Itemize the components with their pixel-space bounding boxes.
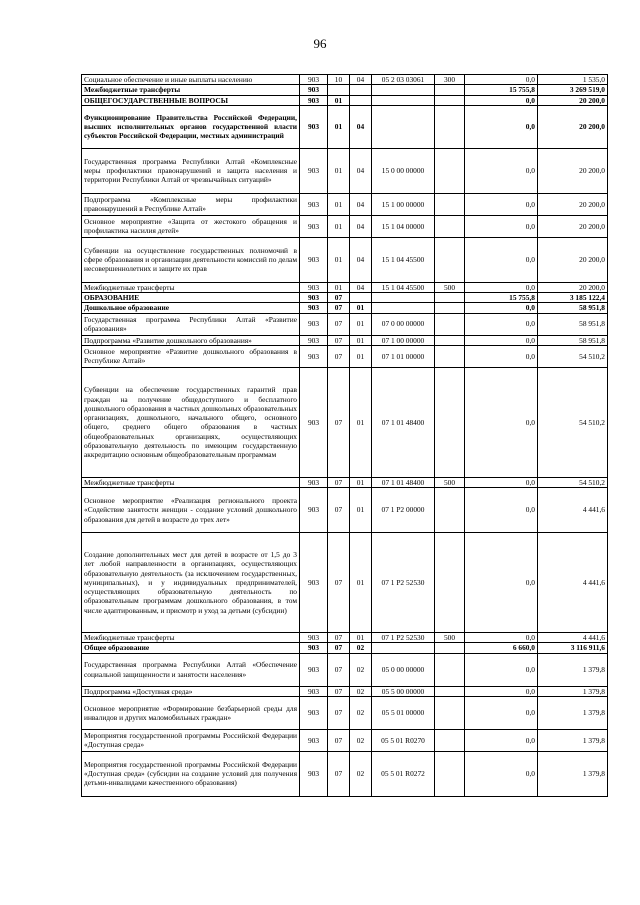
table-row [82, 282, 608, 292]
cell-name: Государственная программа Республики Алтай «Развитие образования» [82, 313, 300, 335]
cell-expense-type [435, 643, 465, 653]
table-row [82, 477, 608, 487]
table-row [82, 488, 608, 533]
cell-amount-2: 20 200,0 [538, 105, 608, 148]
table-row [82, 75, 608, 85]
table-row [82, 105, 608, 148]
cell-name: Подпрограмма «Развитие дошкольного образования» [82, 335, 300, 345]
cell-amount-1: 0,0 [465, 215, 538, 237]
cell-target-article: 05 0 00 00000 [372, 653, 435, 686]
cell-subsection: 01 [350, 488, 372, 533]
cell-subsection: 04 [350, 148, 372, 193]
cell-ministry-code: 903 [300, 729, 328, 751]
cell-section: 07 [328, 303, 350, 313]
cell-expense-type [435, 335, 465, 345]
cell-expense-type [435, 303, 465, 313]
table-row [82, 95, 608, 105]
cell-target-article [372, 95, 435, 105]
cell-amount-1: 0,0 [465, 533, 538, 633]
cell-amount-1: 0,0 [465, 345, 538, 367]
cell-amount-2: 54 510,2 [538, 345, 608, 367]
table-row [82, 313, 608, 335]
table-row [82, 237, 608, 282]
cell-subsection: 04 [350, 282, 372, 292]
cell-amount-1: 0,0 [465, 686, 538, 696]
cell-amount-2: 4 441,6 [538, 488, 608, 533]
budget-table [81, 74, 608, 797]
cell-section: 01 [328, 95, 350, 105]
cell-amount-1: 0,0 [465, 633, 538, 643]
cell-subsection: 02 [350, 729, 372, 751]
cell-name: Основное мероприятие «Реализация регионального проекта «Содействие занятости женщин - создание условий дошкольного образования для детей в возрасте до трех лет» [82, 488, 300, 533]
cell-subsection: 02 [350, 696, 372, 729]
cell-amount-1: 0,0 [465, 729, 538, 751]
cell-amount-2: 1 379,8 [538, 751, 608, 796]
cell-target-article: 15 1 04 00000 [372, 215, 435, 237]
cell-target-article: 07 1 P2 52530 [372, 633, 435, 643]
cell-amount-2: 20 200,0 [538, 193, 608, 215]
cell-subsection: 04 [350, 105, 372, 148]
cell-section: 07 [328, 643, 350, 653]
cell-amount-1: 0,0 [465, 313, 538, 335]
cell-ministry-code: 903 [300, 215, 328, 237]
cell-amount-2: 58 951,8 [538, 303, 608, 313]
cell-amount-2: 1 535,0 [538, 75, 608, 85]
cell-target-article: 05 5 01 00000 [372, 696, 435, 729]
cell-name: Основное мероприятие «Защита от жестокого обращения и профилактика насилия детей» [82, 215, 300, 237]
cell-amount-2: 20 200,0 [538, 237, 608, 282]
cell-section: 07 [328, 633, 350, 643]
cell-section: 07 [328, 488, 350, 533]
cell-expense-type [435, 193, 465, 215]
cell-subsection: 02 [350, 653, 372, 686]
cell-expense-type: 300 [435, 75, 465, 85]
table-row [82, 751, 608, 796]
cell-section: 07 [328, 751, 350, 796]
cell-target-article: 05 5 01 R0270 [372, 729, 435, 751]
cell-amount-1: 0,0 [465, 751, 538, 796]
cell-amount-1: 0,0 [465, 237, 538, 282]
cell-amount-2: 4 441,6 [538, 533, 608, 633]
cell-expense-type [435, 751, 465, 796]
cell-name: Межбюджетные трансферты [82, 282, 300, 292]
cell-section: 07 [328, 367, 350, 477]
cell-target-article: 07 1 01 00000 [372, 345, 435, 367]
cell-name: Мероприятия государственной программы Российской Федерации «Доступная среда» (субсидии на создание условий для получения детьми-инвалидами качественного образования) [82, 751, 300, 796]
cell-ministry-code: 903 [300, 313, 328, 335]
cell-ministry-code: 903 [300, 367, 328, 477]
cell-name: Межбюджетные трансферты [82, 85, 300, 95]
cell-expense-type [435, 653, 465, 686]
cell-expense-type [435, 696, 465, 729]
cell-expense-type [435, 293, 465, 303]
cell-name: Государственная программа Республики Алтай «Комплексные меры профилактики правонарушений и защита населения и территории Республики Алтай от чрезвычайных ситуаций» [82, 148, 300, 193]
cell-ministry-code: 903 [300, 488, 328, 533]
cell-section: 01 [328, 282, 350, 292]
table-row [82, 293, 608, 303]
cell-section: 01 [328, 105, 350, 148]
cell-amount-2: 20 200,0 [538, 282, 608, 292]
cell-ministry-code: 903 [300, 75, 328, 85]
cell-ministry-code: 903 [300, 282, 328, 292]
cell-section [328, 85, 350, 95]
cell-subsection: 01 [350, 313, 372, 335]
cell-expense-type: 500 [435, 282, 465, 292]
table-row [82, 653, 608, 686]
cell-section: 07 [328, 533, 350, 633]
cell-ministry-code: 903 [300, 105, 328, 148]
cell-subsection: 01 [350, 303, 372, 313]
table-row [82, 215, 608, 237]
cell-amount-1: 0,0 [465, 105, 538, 148]
cell-ministry-code: 903 [300, 148, 328, 193]
cell-ministry-code: 903 [300, 643, 328, 653]
cell-name: Межбюджетные трансферты [82, 633, 300, 643]
cell-target-article: 05 2 03 03061 [372, 75, 435, 85]
cell-name: Межбюджетные трансферты [82, 477, 300, 487]
table-row [82, 729, 608, 751]
cell-amount-2: 1 379,8 [538, 696, 608, 729]
cell-amount-1: 0,0 [465, 75, 538, 85]
cell-amount-1: 0,0 [465, 95, 538, 105]
table-row [82, 345, 608, 367]
cell-subsection: 01 [350, 367, 372, 477]
cell-subsection: 01 [350, 345, 372, 367]
cell-target-article: 05 5 00 00000 [372, 686, 435, 696]
cell-amount-1: 0,0 [465, 335, 538, 345]
cell-name: Подпрограмма «Доступная среда» [82, 686, 300, 696]
table-row [82, 303, 608, 313]
cell-name: Подпрограмма «Комплексные меры профилактики правонарушений в Республике Алтай» [82, 193, 300, 215]
cell-expense-type: 500 [435, 633, 465, 643]
cell-name: Государственная программа Республики Алтай «Обеспечение социальной защищенности и занятости населения» [82, 653, 300, 686]
cell-amount-2: 20 200,0 [538, 148, 608, 193]
cell-section: 07 [328, 293, 350, 303]
cell-amount-2: 20 200,0 [538, 95, 608, 105]
cell-amount-2: 3 185 122,4 [538, 293, 608, 303]
cell-name: ОБЩЕГОСУДАРСТВЕННЫЕ ВОПРОСЫ [82, 95, 300, 105]
cell-amount-1: 15 755,8 [465, 293, 538, 303]
cell-subsection [350, 85, 372, 95]
cell-name: Создание дополнительных мест для детей в возрасте от 1,5 до 3 лет любой направленности в организациях, осуществляющих образовательную деятельность (за исключением государственных, муниципальных), и у индивидуальных предпринимателей, осуществляющих образовательную деятельность по образовательным программам дошкольного образования, в том числе адаптированным, и присмотр и уход за детьми (субсидии) [82, 533, 300, 633]
cell-subsection [350, 293, 372, 303]
cell-amount-2: 20 200,0 [538, 215, 608, 237]
cell-target-article: 07 1 P2 00000 [372, 488, 435, 533]
cell-expense-type [435, 85, 465, 95]
cell-ministry-code: 903 [300, 303, 328, 313]
cell-subsection: 01 [350, 633, 372, 643]
cell-amount-2: 58 951,8 [538, 313, 608, 335]
table-body [82, 75, 608, 797]
cell-ministry-code: 903 [300, 335, 328, 345]
cell-name: Субвенции на обеспечение государственных гарантий прав граждан на получение общедоступного и бесплатного дошкольного образования в частных дошкольных образовательных организациях, дошкольного, начального общего, основного общего, среднего общего образования в частных общеобразовательных организациях, осуществляющих образовательную деятельность по имеющим государственную аккредитацию основным общеобразовательным программам [82, 367, 300, 477]
cell-amount-2: 3 269 519,0 [538, 85, 608, 95]
cell-target-article: 07 0 00 00000 [372, 313, 435, 335]
cell-ministry-code: 903 [300, 533, 328, 633]
cell-amount-1: 6 660,0 [465, 643, 538, 653]
cell-ministry-code: 903 [300, 653, 328, 686]
cell-expense-type [435, 345, 465, 367]
cell-target-article: 07 1 01 48400 [372, 477, 435, 487]
cell-subsection: 01 [350, 477, 372, 487]
cell-amount-2: 1 379,8 [538, 653, 608, 686]
cell-target-article [372, 643, 435, 653]
table-row [82, 193, 608, 215]
cell-amount-2: 1 379,8 [538, 686, 608, 696]
cell-target-article: 15 1 00 00000 [372, 193, 435, 215]
cell-target-article: 07 1 00 00000 [372, 335, 435, 345]
table-row [82, 643, 608, 653]
cell-amount-1: 0,0 [465, 488, 538, 533]
cell-target-article: 05 5 01 R0272 [372, 751, 435, 796]
table-row [82, 148, 608, 193]
cell-subsection: 04 [350, 75, 372, 85]
cell-target-article [372, 85, 435, 95]
cell-section: 07 [328, 686, 350, 696]
cell-name: Субвенции на осуществление государственных полномочий в сфере образования и организации деятельности комиссий по делам несовершеннолетних и защите их прав [82, 237, 300, 282]
cell-amount-1: 15 755,8 [465, 85, 538, 95]
cell-section: 07 [328, 313, 350, 335]
cell-subsection: 02 [350, 643, 372, 653]
cell-amount-1: 0,0 [465, 477, 538, 487]
table-row [82, 686, 608, 696]
table-row [82, 335, 608, 345]
cell-amount-1: 0,0 [465, 367, 538, 477]
cell-subsection: 01 [350, 533, 372, 633]
cell-subsection: 01 [350, 335, 372, 345]
cell-expense-type: 500 [435, 477, 465, 487]
cell-section: 01 [328, 215, 350, 237]
cell-section: 01 [328, 148, 350, 193]
cell-ministry-code: 903 [300, 345, 328, 367]
table-row [82, 367, 608, 477]
cell-ministry-code: 903 [300, 193, 328, 215]
cell-amount-1: 0,0 [465, 653, 538, 686]
cell-ministry-code: 903 [300, 293, 328, 303]
cell-ministry-code: 903 [300, 686, 328, 696]
cell-section: 07 [328, 345, 350, 367]
cell-subsection: 02 [350, 686, 372, 696]
cell-name: Общее образование [82, 643, 300, 653]
cell-expense-type [435, 237, 465, 282]
cell-section: 07 [328, 729, 350, 751]
cell-ministry-code: 903 [300, 477, 328, 487]
cell-subsection: 02 [350, 751, 372, 796]
cell-expense-type [435, 729, 465, 751]
cell-ministry-code: 903 [300, 751, 328, 796]
cell-section: 01 [328, 237, 350, 282]
cell-subsection: 04 [350, 237, 372, 282]
cell-target-article: 15 1 04 45500 [372, 282, 435, 292]
cell-name: Социальное обеспечение и иные выплаты населению [82, 75, 300, 85]
cell-subsection [350, 95, 372, 105]
cell-subsection: 04 [350, 193, 372, 215]
cell-name: Мероприятия государственной программы Российской Федерации «Доступная среда» [82, 729, 300, 751]
cell-amount-2: 54 510,2 [538, 367, 608, 477]
cell-ministry-code: 903 [300, 85, 328, 95]
cell-ministry-code: 903 [300, 95, 328, 105]
cell-amount-2: 1 379,8 [538, 729, 608, 751]
cell-section: 10 [328, 75, 350, 85]
cell-target-article [372, 293, 435, 303]
cell-expense-type [435, 148, 465, 193]
cell-amount-2: 58 951,8 [538, 335, 608, 345]
cell-expense-type [435, 533, 465, 633]
cell-ministry-code: 903 [300, 696, 328, 729]
table-row [82, 633, 608, 643]
cell-expense-type [435, 686, 465, 696]
table-row [82, 85, 608, 95]
table-row [82, 533, 608, 633]
cell-amount-1: 0,0 [465, 148, 538, 193]
cell-section: 07 [328, 477, 350, 487]
cell-expense-type [435, 105, 465, 148]
cell-expense-type [435, 95, 465, 105]
cell-amount-2: 4 441,6 [538, 633, 608, 643]
cell-target-article [372, 303, 435, 313]
cell-target-article: 07 1 P2 52530 [372, 533, 435, 633]
cell-target-article: 15 1 04 45500 [372, 237, 435, 282]
cell-amount-2: 3 116 911,6 [538, 643, 608, 653]
cell-expense-type [435, 313, 465, 335]
cell-amount-1: 0,0 [465, 282, 538, 292]
cell-target-article: 15 0 00 00000 [372, 148, 435, 193]
cell-name: Дошкольное образование [82, 303, 300, 313]
page-number: 96 [313, 36, 327, 51]
cell-name: Основное мероприятие «Формирование безбарьерной среды для инвалидов и других маломобильных граждан» [82, 696, 300, 729]
cell-amount-1: 0,0 [465, 696, 538, 729]
cell-section: 07 [328, 696, 350, 729]
cell-ministry-code: 903 [300, 633, 328, 643]
cell-amount-1: 0,0 [465, 193, 538, 215]
cell-section: 07 [328, 653, 350, 686]
table-row [82, 696, 608, 729]
cell-target-article [372, 105, 435, 148]
cell-name: Основное мероприятие «Развитие дошкольного образования в Республике Алтай» [82, 345, 300, 367]
cell-section: 01 [328, 193, 350, 215]
cell-amount-2: 54 510,2 [538, 477, 608, 487]
cell-subsection: 04 [350, 215, 372, 237]
cell-expense-type [435, 215, 465, 237]
cell-name: Функционирование Правительства Российской Федерации, высших исполнительных органов государственной власти субъектов Российской Федерации, местных администраций [82, 105, 300, 148]
cell-section: 07 [328, 335, 350, 345]
cell-expense-type [435, 367, 465, 477]
cell-ministry-code: 903 [300, 237, 328, 282]
cell-target-article: 07 1 01 48400 [372, 367, 435, 477]
cell-name: ОБРАЗОВАНИЕ [82, 293, 300, 303]
cell-expense-type [435, 488, 465, 533]
cell-amount-1: 0,0 [465, 303, 538, 313]
